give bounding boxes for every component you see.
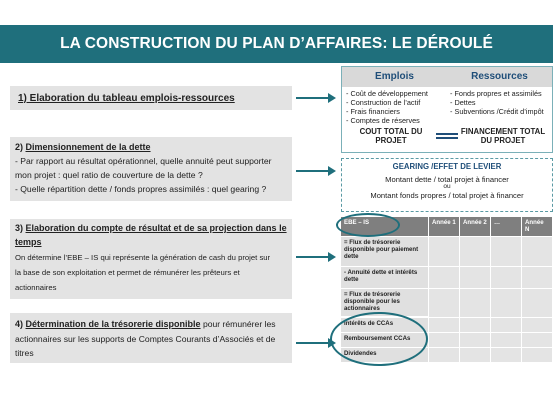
step-2-number: 2) [15, 142, 26, 152]
table-cell [429, 237, 460, 267]
table-cell [522, 267, 553, 289]
ressources-item: - Fonds propres et assimilés [450, 89, 542, 98]
financement-total-label: FINANCEMENT TOTAL DU PROJET [460, 127, 546, 146]
table-cell [429, 289, 460, 317]
table-header-cell: Année 2 [460, 217, 491, 237]
er-header [342, 67, 552, 87]
table-cell [491, 267, 522, 289]
table-row-label: Remboursement CCAs [341, 333, 429, 348]
step-2-line: - Quelle répartition dette / fonds propres assimilés : quel gearing ? [15, 183, 267, 194]
emplois-ressources-table [341, 66, 553, 153]
table-cell [429, 333, 460, 348]
gearing-line-2: Montant fonds propres / total projet à financer [370, 190, 524, 200]
step-3-line: actionnaires [15, 282, 57, 292]
table-cell [491, 289, 522, 317]
step-1-title: 1) Elaboration du tableau emplois-ressources [18, 93, 235, 104]
table-row-label: Dividendes [341, 348, 429, 363]
step-2-line: - Par rapport au résultat opérationnel, quelle annuité peut supporter [15, 155, 272, 166]
table-header-cell: Année 1 [429, 217, 460, 237]
table-cell [491, 318, 522, 333]
step-4-text: pour rémunérer les actionnaires sur les supports de Comptes Courants d’Associés et de titres [15, 319, 276, 359]
table-header-cell: Année N [522, 217, 553, 237]
table-cell [522, 333, 553, 348]
er-columns [342, 87, 552, 127]
step-3-line: On détermine l’EBE – IS qui représente la génération de cash du projet sur [15, 252, 271, 262]
step-3-number: 3) [15, 223, 26, 233]
table-cell [522, 289, 553, 317]
table-cell [522, 318, 553, 333]
highlight-ellipse-ebe [336, 213, 400, 237]
step-3-box [10, 219, 292, 299]
table-cell [429, 348, 460, 363]
emplois-item: - Coût de développement [346, 89, 428, 98]
ressources-item: - Dettes [450, 98, 476, 108]
step-4-number: 4) [15, 319, 26, 329]
gearing-or: ou [443, 183, 451, 190]
equals-icon [436, 133, 458, 139]
table-header-cell: EBE – IS [341, 217, 429, 237]
step-4-title: Détermination de la trésorerie disponible [25, 319, 201, 329]
table-cell [522, 348, 553, 363]
step-2-box [10, 137, 292, 201]
table-cell [491, 333, 522, 348]
table-cell [460, 237, 491, 267]
arrow-step-1 [296, 97, 332, 99]
arrow-step-4 [296, 342, 332, 344]
ressources-header: Ressources [471, 71, 528, 82]
table-cell [460, 348, 491, 363]
emplois-item: - Frais financiers [346, 107, 400, 117]
table-cell [460, 318, 491, 333]
table-header-cell: … [491, 217, 522, 237]
gearing-line-1: Montant dette / total projet à financer [385, 175, 509, 184]
step-4-box [10, 313, 292, 363]
er-totals [342, 127, 552, 146]
cout-total-label: COUT TOTAL DU PROJET [359, 127, 423, 146]
emplois-header: Emplois [375, 71, 414, 82]
arrow-step-2 [296, 170, 332, 172]
emplois-item: - Construction de l’actif [346, 98, 421, 108]
table-cell [460, 289, 491, 317]
gearing-title: GEARING /EFFET DE LEVIER [392, 162, 502, 171]
table-cell [491, 348, 522, 363]
step-1-box [10, 86, 292, 110]
step-2-line: mon projet : quel ratio de couverture de la dette ? [15, 169, 203, 180]
table-cell [429, 318, 460, 333]
step-3-title: Elaboration du compte de résultat et de sa projection dans le temps [15, 223, 287, 247]
table-cell [429, 267, 460, 289]
table-cell [460, 333, 491, 348]
emplois-list [346, 89, 444, 125]
highlight-ellipse-ccas [330, 312, 428, 366]
emplois-item: - Comptes de réserves [346, 116, 420, 126]
ressources-item: - Subventions /Crédit d’impôt [450, 107, 544, 117]
table-cell [460, 267, 491, 289]
arrow-step-3 [296, 256, 332, 258]
table-row-label: Intérêts de CCAs [341, 318, 429, 333]
table-row-label: - Annuité dette et intérêts dette [341, 267, 429, 289]
table-cell [522, 237, 553, 267]
title-banner [0, 25, 553, 63]
ressources-list [444, 89, 548, 125]
table-row-label: = Flux de trésorerie disponible pour paiement dette [341, 237, 429, 267]
step-3-line: la base de son exploitation et permet de rémunérer les prêteurs et [15, 267, 240, 277]
table-cell [491, 237, 522, 267]
step-2-title: Dimensionnement de la dette [25, 142, 151, 152]
gearing-box [341, 158, 553, 212]
table-row-label: = Flux de trésorerie disponible pour les actionnaires [341, 289, 429, 317]
page-title: LA CONSTRUCTION DU PLAN D’AFFAIRES: LE DÉROULÉ [60, 35, 493, 52]
